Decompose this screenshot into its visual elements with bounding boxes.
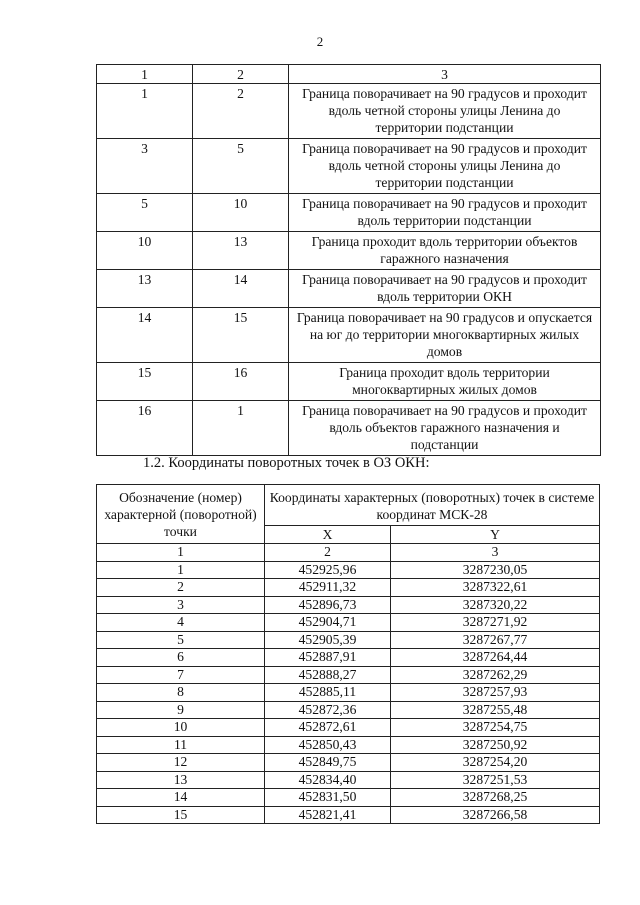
point-number: 8: [97, 684, 265, 702]
table-row: [97, 561, 600, 579]
table-row: [97, 194, 601, 232]
coordinate-y: 3287254,75: [391, 719, 600, 737]
point-number: 13: [97, 771, 265, 789]
boundary-description: Граница проходит вдоль территории многоквартирных жилых домов: [289, 363, 601, 401]
coordinate-x: 452905,39: [265, 631, 391, 649]
table-row: [97, 270, 601, 308]
point-to: 5: [193, 139, 289, 194]
coordinate-y: 3287230,05: [391, 561, 600, 579]
point-from: 10: [97, 232, 193, 270]
table-row: [97, 666, 600, 684]
column-number: 1: [97, 65, 193, 84]
coordinate-y: 3287257,93: [391, 684, 600, 702]
point-from: 5: [97, 194, 193, 232]
point-number: 4: [97, 614, 265, 632]
table-row: [97, 596, 600, 614]
boundary-description: Граница проходит вдоль территории объектов гаражного назначения: [289, 232, 601, 270]
table-row: [97, 806, 600, 824]
coordinate-x: 452911,32: [265, 579, 391, 597]
column-number-row: [97, 544, 600, 562]
point-from: 13: [97, 270, 193, 308]
point-number: 6: [97, 649, 265, 667]
point-number: 5: [97, 631, 265, 649]
header-row: [97, 485, 600, 526]
point-number: 12: [97, 754, 265, 772]
boundary-description: Граница поворачивает на 90 градусов и проходит вдоль территории подстанции: [289, 194, 601, 232]
table-row: [97, 232, 601, 270]
header-point-designation: Обозначение (номер) характерной (поворотной) точки: [97, 485, 265, 544]
point-to: 1: [193, 401, 289, 456]
point-to: 14: [193, 270, 289, 308]
coordinates-table: [96, 484, 600, 824]
coordinate-y: 3287250,92: [391, 736, 600, 754]
boundary-description: Граница поворачивает на 90 градусов и проходит вдоль четной стороны улицы Ленина до территории подстанции: [289, 139, 601, 194]
header-coordinates: Координаты характерных (поворотных) точек в системе координат МСК-28: [265, 485, 600, 526]
coordinate-x: 452831,50: [265, 789, 391, 807]
coordinate-x: 452849,75: [265, 754, 391, 772]
point-to: 16: [193, 363, 289, 401]
point-to: 2: [193, 84, 289, 139]
header-x: X: [265, 526, 391, 544]
point-from: 16: [97, 401, 193, 456]
table-row: [97, 84, 601, 139]
point-number: 14: [97, 789, 265, 807]
point-number: 9: [97, 701, 265, 719]
table-row: [97, 363, 601, 401]
coordinate-y: 3287255,48: [391, 701, 600, 719]
point-from: 15: [97, 363, 193, 401]
table-row: [97, 771, 600, 789]
table-row: [97, 401, 601, 456]
column-number: 3: [391, 544, 600, 562]
table-row: [97, 719, 600, 737]
point-from: 3: [97, 139, 193, 194]
coordinate-y: 3287251,53: [391, 771, 600, 789]
coordinate-x: 452872,36: [265, 701, 391, 719]
coordinate-x: 452834,40: [265, 771, 391, 789]
point-number: 11: [97, 736, 265, 754]
coordinate-x: 452888,27: [265, 666, 391, 684]
point-from: 1: [97, 84, 193, 139]
coordinate-y: 3287267,77: [391, 631, 600, 649]
coordinate-x: 452821,41: [265, 806, 391, 824]
table-row: [97, 789, 600, 807]
section-title: 1.2. Координаты поворотных точек в ОЗ ОКН:: [143, 455, 430, 471]
coordinate-y: 3287262,29: [391, 666, 600, 684]
point-number: 1: [97, 561, 265, 579]
boundary-description: Граница поворачивает на 90 градусов и проходит вдоль четной стороны улицы Ленина до территории подстанции: [289, 84, 601, 139]
table-row: [97, 631, 600, 649]
boundary-description-table: [96, 64, 601, 456]
table-row: [97, 139, 601, 194]
boundary-description: Граница поворачивает на 90 градусов и проходит вдоль территории ОКН: [289, 270, 601, 308]
coordinate-y: 3287268,25: [391, 789, 600, 807]
column-number: 1: [97, 544, 265, 562]
table-row: [97, 649, 600, 667]
column-number: 2: [265, 544, 391, 562]
point-number: 3: [97, 596, 265, 614]
point-number: 2: [97, 579, 265, 597]
point-to: 13: [193, 232, 289, 270]
boundary-description: Граница поворачивает на 90 градусов и опускается на юг до территории многоквартирных жилых домов: [289, 308, 601, 363]
point-number: 10: [97, 719, 265, 737]
point-to: 10: [193, 194, 289, 232]
coordinate-y: 3287320,22: [391, 596, 600, 614]
point-number: 15: [97, 806, 265, 824]
table-row: [97, 579, 600, 597]
coordinate-y: 3287271,92: [391, 614, 600, 632]
table-row: [97, 308, 601, 363]
column-number-row: [97, 65, 601, 84]
coordinate-x: 452904,71: [265, 614, 391, 632]
page-number: 2: [316, 34, 324, 49]
coordinate-x: 452896,73: [265, 596, 391, 614]
header-y: Y: [391, 526, 600, 544]
column-number: 2: [193, 65, 289, 84]
coordinate-y: 3287264,44: [391, 649, 600, 667]
coordinate-x: 452885,11: [265, 684, 391, 702]
coordinate-y: 3287322,61: [391, 579, 600, 597]
coordinate-y: 3287266,58: [391, 806, 600, 824]
table-row: [97, 736, 600, 754]
table-row: [97, 754, 600, 772]
coordinate-x: 452925,96: [265, 561, 391, 579]
coordinate-x: 452850,43: [265, 736, 391, 754]
column-number: 3: [289, 65, 601, 84]
table-row: [97, 684, 600, 702]
coordinate-x: 452872,61: [265, 719, 391, 737]
boundary-description: Граница поворачивает на 90 градусов и проходит вдоль объектов гаражного назначения и подстанции: [289, 401, 601, 456]
table-row: [97, 614, 600, 632]
point-to: 15: [193, 308, 289, 363]
table-row: [97, 701, 600, 719]
coordinate-y: 3287254,20: [391, 754, 600, 772]
point-number: 7: [97, 666, 265, 684]
point-from: 14: [97, 308, 193, 363]
coordinate-x: 452887,91: [265, 649, 391, 667]
